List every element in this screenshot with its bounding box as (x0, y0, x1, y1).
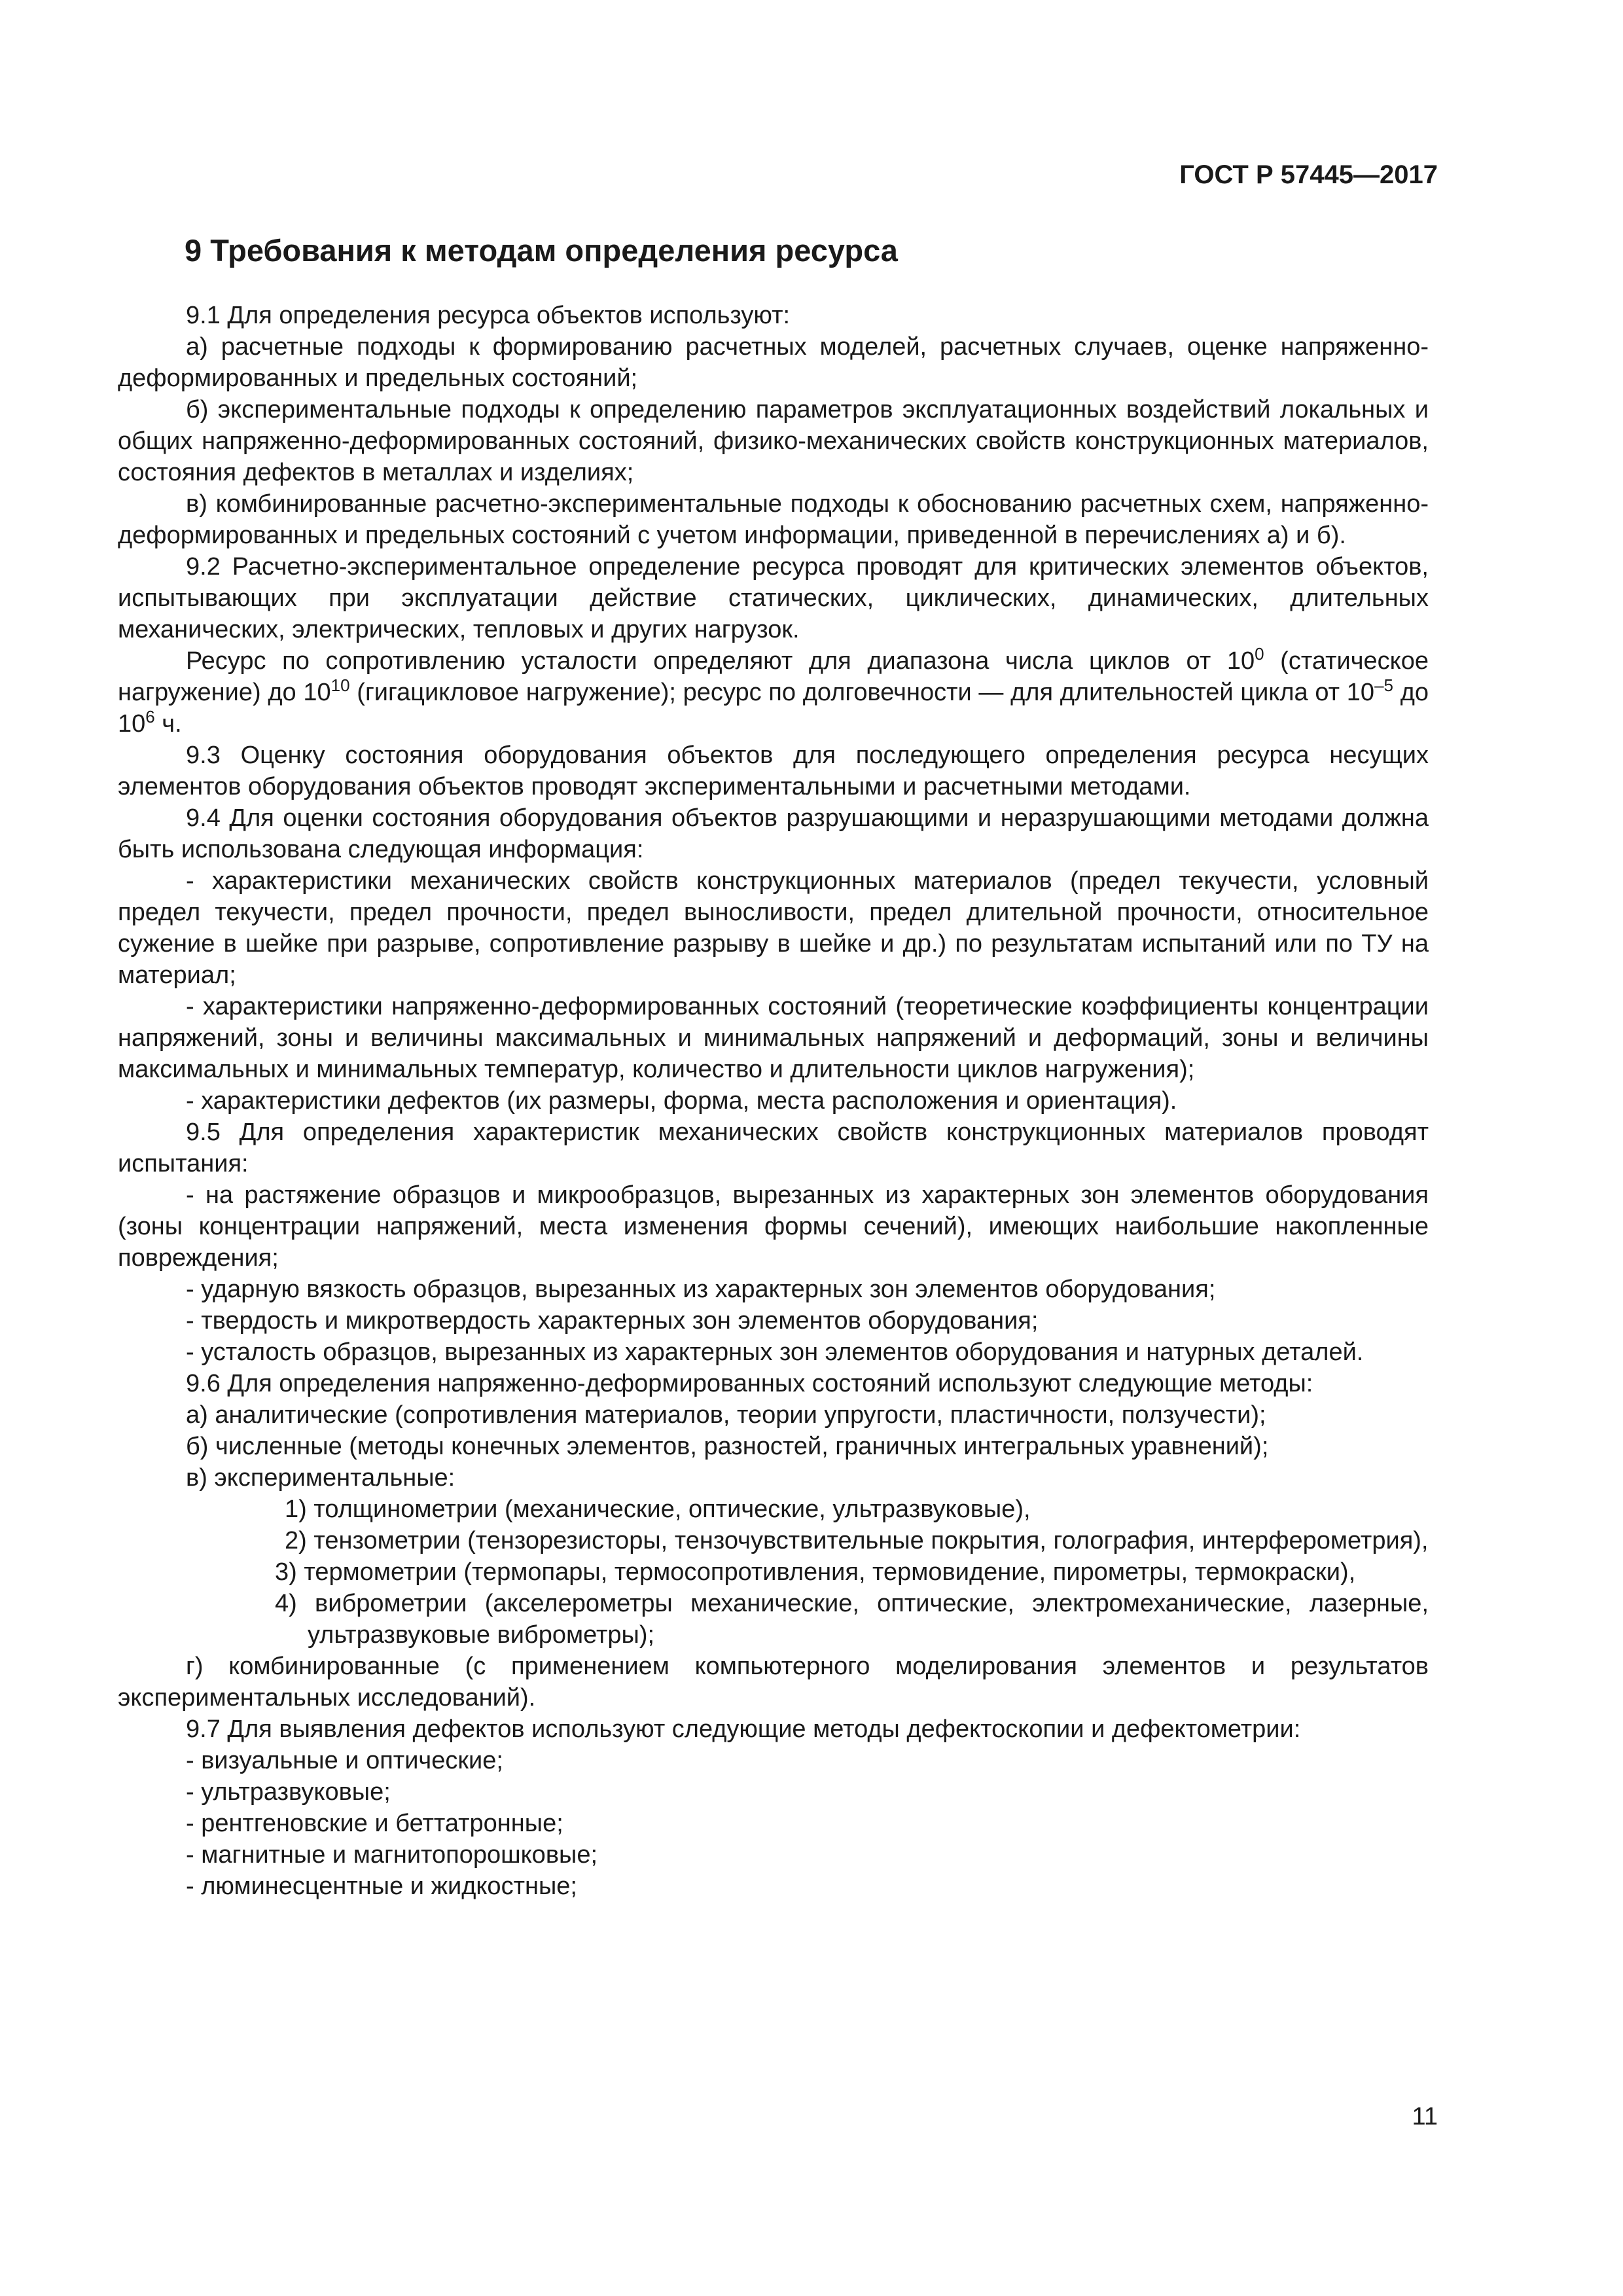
numbered-item: 1) толщинометрии (механические, оптические, ультразвуковые), (285, 1496, 1031, 1523)
paragraph: Ресурс по сопротивлению усталости определяют для диапазона числа циклов от $10^0$ (статическое нагружение) до $10^{10}$ (гигацикловое нагружение); ресурс по долговечности — для длительностей цикла от $10^{-5}$ до $10^6$ ч. (118, 644, 1429, 738)
paragraph: 9.4 Для оценки состояния оборудования объектов разрушающими и неразрушающими методами должна быть использована следующая информация: (118, 804, 1429, 863)
list-item: - усталость образцов, вырезанных из характерных зон элементов оборудования и натурных деталей. (186, 1338, 1364, 1366)
list-item: а) расчетные подходы к формированию расчетных моделей, расчетных случаев, оценке напряженно-деформированных и предельных состояний; (118, 333, 1429, 392)
list-item: а) аналитические (сопротивления материалов, теории упругости, пластичности, ползучести); (186, 1401, 1266, 1429)
list-item: - характеристики механических свойств конструкционных материалов (предел текучести, условный предел текучести, предел прочности, предел выносливости, предел длительной прочности, относительное сужение в шейке при разрыве, сопротивление разрыву в шейке и др.) по результатам испытаний или по ТУ на материал; (118, 867, 1429, 989)
list-item: в) экспериментальные: (186, 1464, 455, 1492)
section-title: 9 Требования к методам определения ресурса (185, 233, 898, 268)
paragraph: 9.3 Оценку состояния оборудования объектов для последующего определения ресурса несущих элементов оборудования объектов проводят экспериментальными и расчетными методами. (118, 742, 1429, 800)
list-item: - люминесцентные и жидкостные; (186, 1873, 577, 1900)
list-item: - ударную вязкость образцов, вырезанных из характерных зон элементов оборудования; (186, 1276, 1216, 1303)
list-item: - магнитные и магнитопорошковые; (186, 1841, 598, 1869)
list-item: - характеристики дефектов (их размеры, форма, места расположения и ориентация). (186, 1087, 1177, 1115)
numbered-item: 4) виброметрии (акселерометры механические, оптические, электромеханические, лазерные, ультразвуковые виброметры); (275, 1590, 1429, 1649)
list-item: - на растяжение образцов и микрообразцов, вырезанных из характерных зон элементов оборудования (зоны концентрации напряжений, места изменения формы сечений), имеющих наибольшие накопленные повреждения; (118, 1181, 1429, 1272)
list-item: б) численные (методы конечных элементов, разностей, граничных интегральных уравнений); (186, 1433, 1269, 1460)
list-item: - характеристики напряженно-деформированных состояний (теоретические коэффициенты концентрации напряжений, зоны и величины максимальных и минимальных напряжений и деформаций, зоны и величины максимальных и минимальных температур, количество и длительности циклов нагружения); (118, 993, 1429, 1083)
numbered-item: 3) термометрии (термопары, термосопротивления, термовидение, пирометры, термокраски), (275, 1558, 1356, 1586)
paragraph: 9.6 Для определения напряженно-деформированных состояний используют следующие методы: (186, 1370, 1313, 1397)
list-item: - ультразвуковые; (186, 1778, 391, 1806)
numbered-item: 2) тензометрии (тензорезисторы, тензочувствительные покрытия, голография, интерферометрия), (285, 1527, 1429, 1554)
standard-designation: ГОСТ Р 57445—2017 (1179, 160, 1438, 189)
list-item: - твердость и микротвердость характерных зон элементов оборудования; (186, 1307, 1039, 1335)
list-item: - визуальные и оптические; (186, 1747, 503, 1774)
paragraph: 9.1 Для определения ресурса объектов используют: (186, 302, 791, 329)
paragraph: 9.5 Для определения характеристик механических свойств конструкционных материалов проводят испытания: (118, 1119, 1429, 1177)
list-item: - рентгеновские и беттатронные; (186, 1810, 563, 1837)
list-item: б) экспериментальные подходы к определению параметров эксплуатационных воздействий локальных и общих напряженно-деформированных состояний, физико-механических свойств конструкционных материалов, состояния дефектов в металлах и изделиях; (118, 396, 1429, 486)
paragraph: 9.2 Расчетно-экспериментальное определение ресурса проводят для критических элементов объектов, испытывающих при эксплуатации действие статических, циклических, динамических, длительных механических, электрических, тепловых и других нагрузок. (118, 553, 1429, 643)
document-body (118, 300, 1429, 1902)
list-item: в) комбинированные расчетно-экспериментальные подходы к обоснованию расчетных схем, напряженно-деформированных и предельных состояний с учетом информации, приведенной в перечислениях а) и б). (118, 490, 1429, 549)
page-number: 11 (1412, 2103, 1438, 2130)
paragraph: 9.7 Для выявления дефектов используют следующие методы дефектоскопии и дефектометрии: (186, 1715, 1301, 1743)
list-item: г) комбинированные (с применением компьютерного моделирования элементов и результатов экспериментальных исследований). (118, 1653, 1429, 1712)
